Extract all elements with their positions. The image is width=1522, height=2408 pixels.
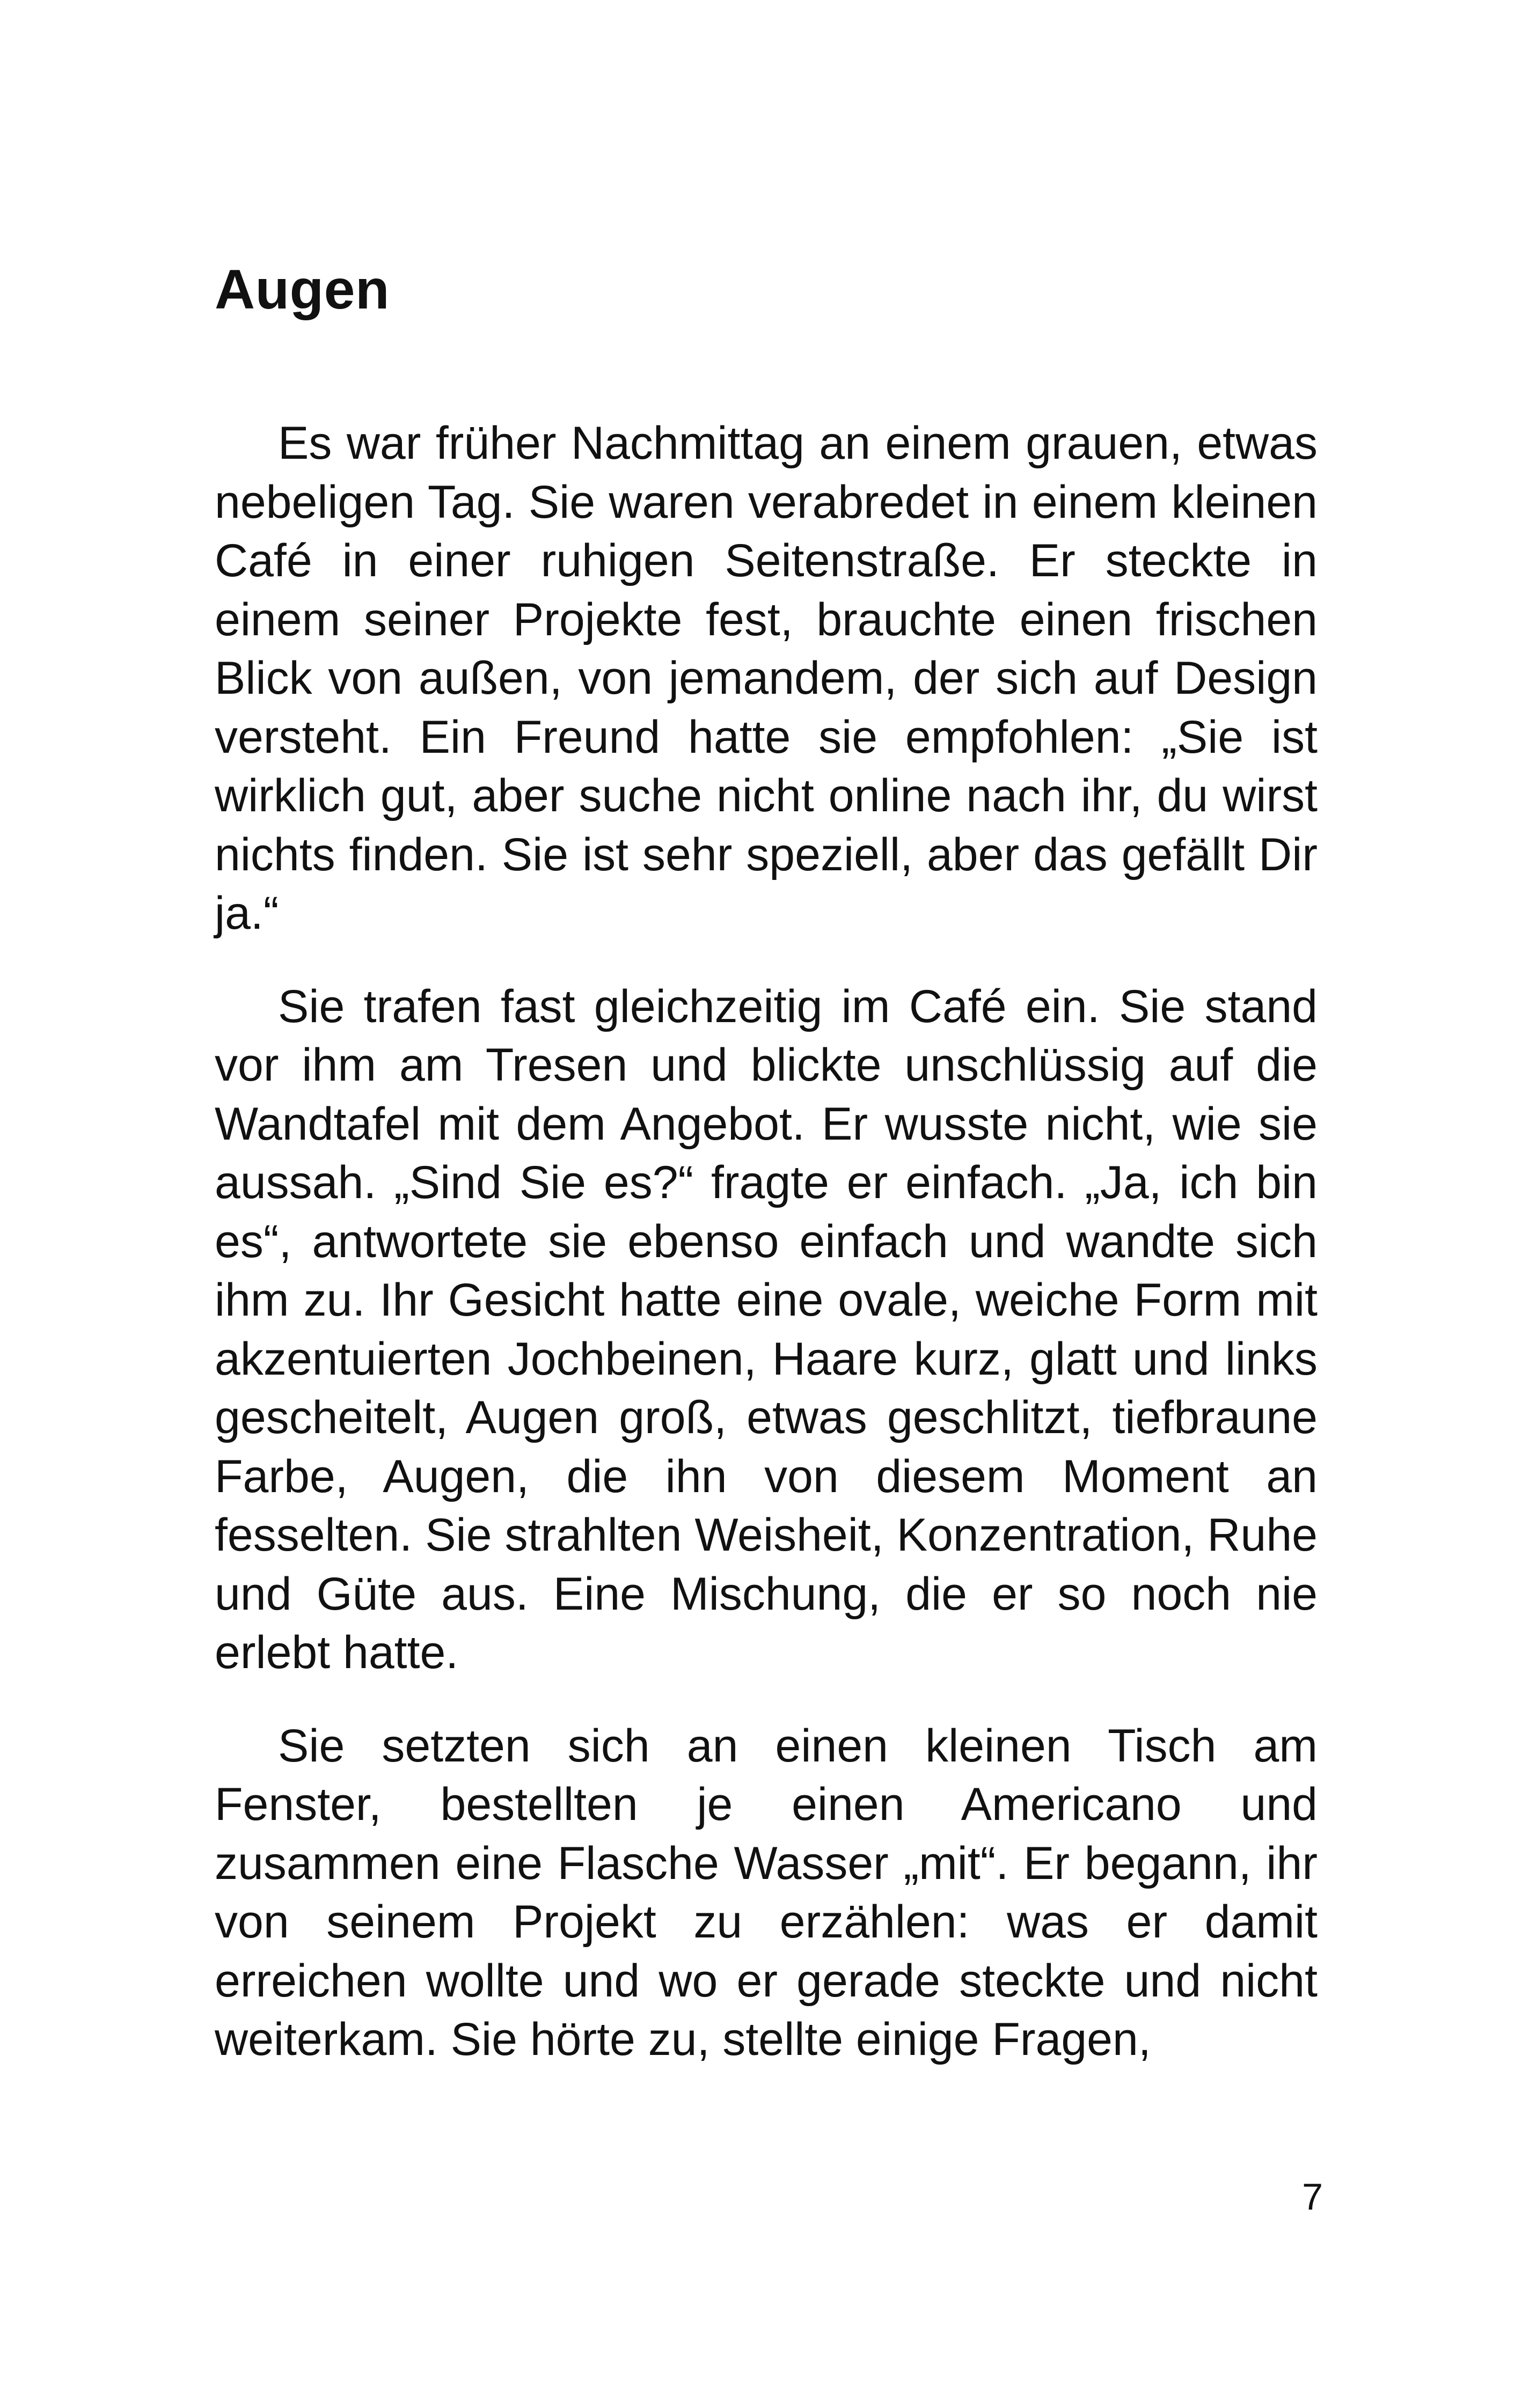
paragraph-2: Sie trafen fast gleichzeitig im Café ein. Sie stand vor ihm am Tresen und blickte unschlüssig auf die Wandtafel mit dem Angebot. Er wusste nicht, wie sie aussah. „Sind Sie es?“ fragte er einfach. „Ja, ich bin es“, antwortete sie ebenso einfach und wandte sich ihm zu. Ihr Gesicht hatte eine ovale, weiche Form mit akzentuierten Jochbeinen, Haare kurz, glatt und links gescheitelt, Augen groß, etwas geschlitzt, tiefbraune Farbe, Augen, die ihn von diesem Moment an fesselten. Sie strahlten Weisheit, Konzentration, Ruhe und Güte aus. Eine Mischung, die er so noch nie erlebt hatte. <box>215 980 1318 1678</box>
body-text <box>215 414 1318 2069</box>
paragraph-1: Es war früher Nachmittag an einem grauen, etwas nebeligen Tag. Sie waren verabredet in einem kleinen Café in einer ruhigen Seitenstraße. Er steckte in einem seiner Projekte fest, brauchte einen frischen Blick von außen, von jemandem, der sich auf Design versteht. Ein Freund hatte sie empfohlen: „Sie ist wirklich gut, aber suche nicht online nach ihr, du wirst nichts finden. Sie ist sehr speziell, aber das gefällt Dir ja.“ <box>215 417 1318 939</box>
page-number: 7 <box>1302 2176 1323 2218</box>
paragraph-3: Sie setzten sich an einen kleinen Tisch am Fenster, bestellten je einen Americano und zusammen eine Flasche Wasser „mit“. Er begann, ihr von seinem Projekt zu erzählen: was er damit erreichen wollte und wo er gerade steckte und nicht weiterkam. Sie hörte zu, stellte einige Fragen, <box>215 1720 1318 2065</box>
chapter-title: Augen <box>215 259 390 321</box>
